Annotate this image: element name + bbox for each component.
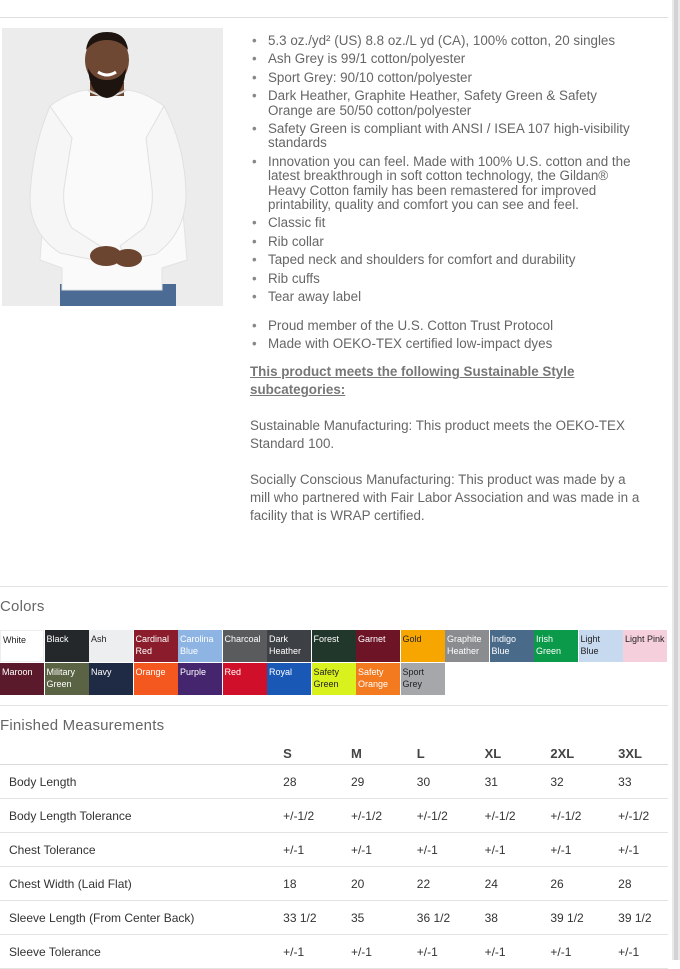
table-row xyxy=(0,935,668,969)
feature-item: • Rib collar xyxy=(250,235,640,249)
table-cell: +/-1 xyxy=(416,944,438,959)
color-swatch[interactable]: Purple xyxy=(178,663,222,695)
color-swatch[interactable]: Red xyxy=(223,663,267,695)
table-cell: +/-1 xyxy=(484,944,506,959)
sustainable-heading-link[interactable]: This product meets the following Sustainable Style subcategories: xyxy=(250,364,575,398)
color-swatch[interactable]: Dark Heather xyxy=(267,630,311,662)
feature-item: • Innovation you can feel. Made with 100% U.S. cotton and the latest breakthrough in soft cotton technology, the Gildan® Heavy Cotton family has been remastered for improved printability, quality and comfort you can see and feel. xyxy=(250,155,640,213)
sustainable-manufacturing-text: Sustainable Manufacturing: This product meets the OEKO-TEX Standard 100. xyxy=(250,418,625,452)
table-cell: 33 xyxy=(618,774,632,789)
measurements-title: Finished Measurements xyxy=(0,717,165,734)
row-label: Chest Tolerance xyxy=(9,842,96,857)
size-header: M xyxy=(350,745,362,761)
table-body xyxy=(0,765,668,969)
table-cell: +/-1/2 xyxy=(618,808,650,823)
table-cell: +/-1 xyxy=(416,842,438,857)
table-cell: 35 xyxy=(350,910,365,925)
feature-item: • Classic fit xyxy=(250,216,640,230)
table-cell: 26 xyxy=(550,876,564,891)
product-features xyxy=(250,34,640,525)
scrollbar[interactable] xyxy=(672,0,680,960)
table-cell: 28 xyxy=(283,774,297,789)
size-header: 3XL xyxy=(618,745,642,761)
color-swatch[interactable]: Safety Green xyxy=(312,663,356,695)
table-cell: 18 xyxy=(283,876,297,891)
color-swatches xyxy=(0,630,668,695)
row-label: Body Length Tolerance xyxy=(9,808,132,823)
table-cell: +/-1 xyxy=(350,944,372,959)
table-cell: +/-1 xyxy=(283,842,305,857)
color-swatch[interactable]: Maroon xyxy=(0,663,44,695)
row-label: Sleeve Length (From Center Back) xyxy=(9,910,195,925)
row-label: Chest Width (Laid Flat) xyxy=(9,876,132,891)
table-cell: +/-1/2 xyxy=(350,808,382,823)
table-cell: 24 xyxy=(484,876,498,891)
color-swatch[interactable]: Garnet xyxy=(356,630,400,662)
feature-item: • Made with OEKO-TEX certified low-impact dyes xyxy=(250,337,640,351)
table-cell: +/-1/2 xyxy=(283,808,315,823)
row-label: Sleeve Tolerance xyxy=(9,944,101,959)
color-swatch[interactable]: Irish Green xyxy=(534,630,578,662)
color-swatch[interactable]: Military Green xyxy=(45,663,89,695)
table-cell: 39 1/2 xyxy=(618,910,652,925)
table-row xyxy=(0,765,668,799)
social-manufacturing-text: Socially Conscious Manufacturing: This product was made by a mill who partnered with Fair Labor Association and was made in a facility that is WRAP certified. xyxy=(250,472,640,524)
measurements-table xyxy=(0,742,668,969)
color-swatch[interactable]: Charcoal xyxy=(223,630,267,662)
table-cell: 30 xyxy=(416,774,431,789)
table-cell: 33 1/2 xyxy=(283,910,317,925)
table-row xyxy=(0,833,668,867)
table-cell: +/-1 xyxy=(550,842,572,857)
table-header xyxy=(0,742,668,765)
feature-list-secondary xyxy=(250,319,640,352)
color-swatch[interactable]: Ash xyxy=(89,630,133,662)
colors-title: Colors xyxy=(0,598,45,615)
table-cell: +/-1/2 xyxy=(416,808,448,823)
color-swatch[interactable]: Forest xyxy=(312,630,356,662)
color-swatch[interactable]: Carolina Blue xyxy=(178,630,222,662)
feature-item: • Safety Green is compliant with ANSI / ISEA 107 high-visibility standards xyxy=(250,122,640,151)
table-cell: 39 1/2 xyxy=(550,910,584,925)
table-cell: 32 xyxy=(550,774,564,789)
color-swatch[interactable]: Light Blue xyxy=(579,630,623,662)
size-header: 2XL xyxy=(550,745,575,761)
feature-item: • Proud member of the U.S. Cotton Trust Protocol xyxy=(250,319,640,333)
feature-list xyxy=(250,34,640,305)
table-cell: +/-1/2 xyxy=(484,808,516,823)
size-header: L xyxy=(416,745,425,761)
table-row xyxy=(0,799,668,833)
color-swatch[interactable]: Royal xyxy=(267,663,311,695)
table-row xyxy=(0,901,668,935)
color-swatch[interactable]: Gold xyxy=(401,630,445,662)
color-swatch[interactable]: Light Pink xyxy=(623,630,667,662)
table-cell: +/-1 xyxy=(283,944,305,959)
feature-item: • Taped neck and shoulders for comfort and durability xyxy=(250,253,640,267)
table-cell: 29 xyxy=(350,774,365,789)
table-cell: +/-1 xyxy=(350,842,372,857)
table-cell: +/-1 xyxy=(618,944,640,959)
table-cell: 31 xyxy=(484,774,498,789)
section-divider xyxy=(0,586,668,587)
size-header: S xyxy=(283,745,292,761)
feature-item: • Sport Grey: 90/10 cotton/polyester xyxy=(250,71,640,85)
product-photo xyxy=(2,28,223,306)
table-cell: 22 xyxy=(416,876,431,891)
table-cell: 38 xyxy=(484,910,498,925)
swatch-row xyxy=(0,630,668,662)
color-swatch[interactable]: Graphite Heather xyxy=(445,630,489,662)
table-cell: +/-1 xyxy=(484,842,506,857)
color-swatch[interactable]: Navy xyxy=(89,663,133,695)
table-cell: 20 xyxy=(350,876,365,891)
color-swatch[interactable]: Orange xyxy=(134,663,178,695)
color-swatch[interactable]: Indigo Blue xyxy=(490,630,534,662)
size-header: XL xyxy=(484,745,502,761)
feature-item: • Rib cuffs xyxy=(250,272,640,286)
section-divider xyxy=(0,705,668,706)
table-cell: +/-1/2 xyxy=(550,808,582,823)
color-swatch[interactable]: White xyxy=(0,630,44,662)
feature-item: • Dark Heather, Graphite Heather, Safety Green & Safety Orange are 50/50 cotton/polyester xyxy=(250,89,640,118)
feature-item: • Ash Grey is 99/1 cotton/polyester xyxy=(250,52,640,66)
feature-item: • Tear away label xyxy=(250,290,640,304)
swatch-row xyxy=(0,663,668,695)
top-divider xyxy=(0,17,668,18)
color-swatch[interactable]: Safety Orange xyxy=(356,663,400,695)
table-cell: 28 xyxy=(618,876,632,891)
table-cell: +/-1 xyxy=(618,842,640,857)
color-swatch[interactable]: Cardinal Red xyxy=(134,630,178,662)
color-swatch[interactable]: Black xyxy=(45,630,89,662)
color-swatch[interactable]: Sport Grey xyxy=(401,663,445,695)
feature-item: • 5.3 oz./yd² (US) 8.8 oz./L yd (CA), 100% cotton, 20 singles xyxy=(250,34,640,48)
table-cell: 36 1/2 xyxy=(416,910,451,925)
table-cell: +/-1 xyxy=(550,944,572,959)
row-label: Body Length xyxy=(9,774,77,789)
table-row xyxy=(0,867,668,901)
